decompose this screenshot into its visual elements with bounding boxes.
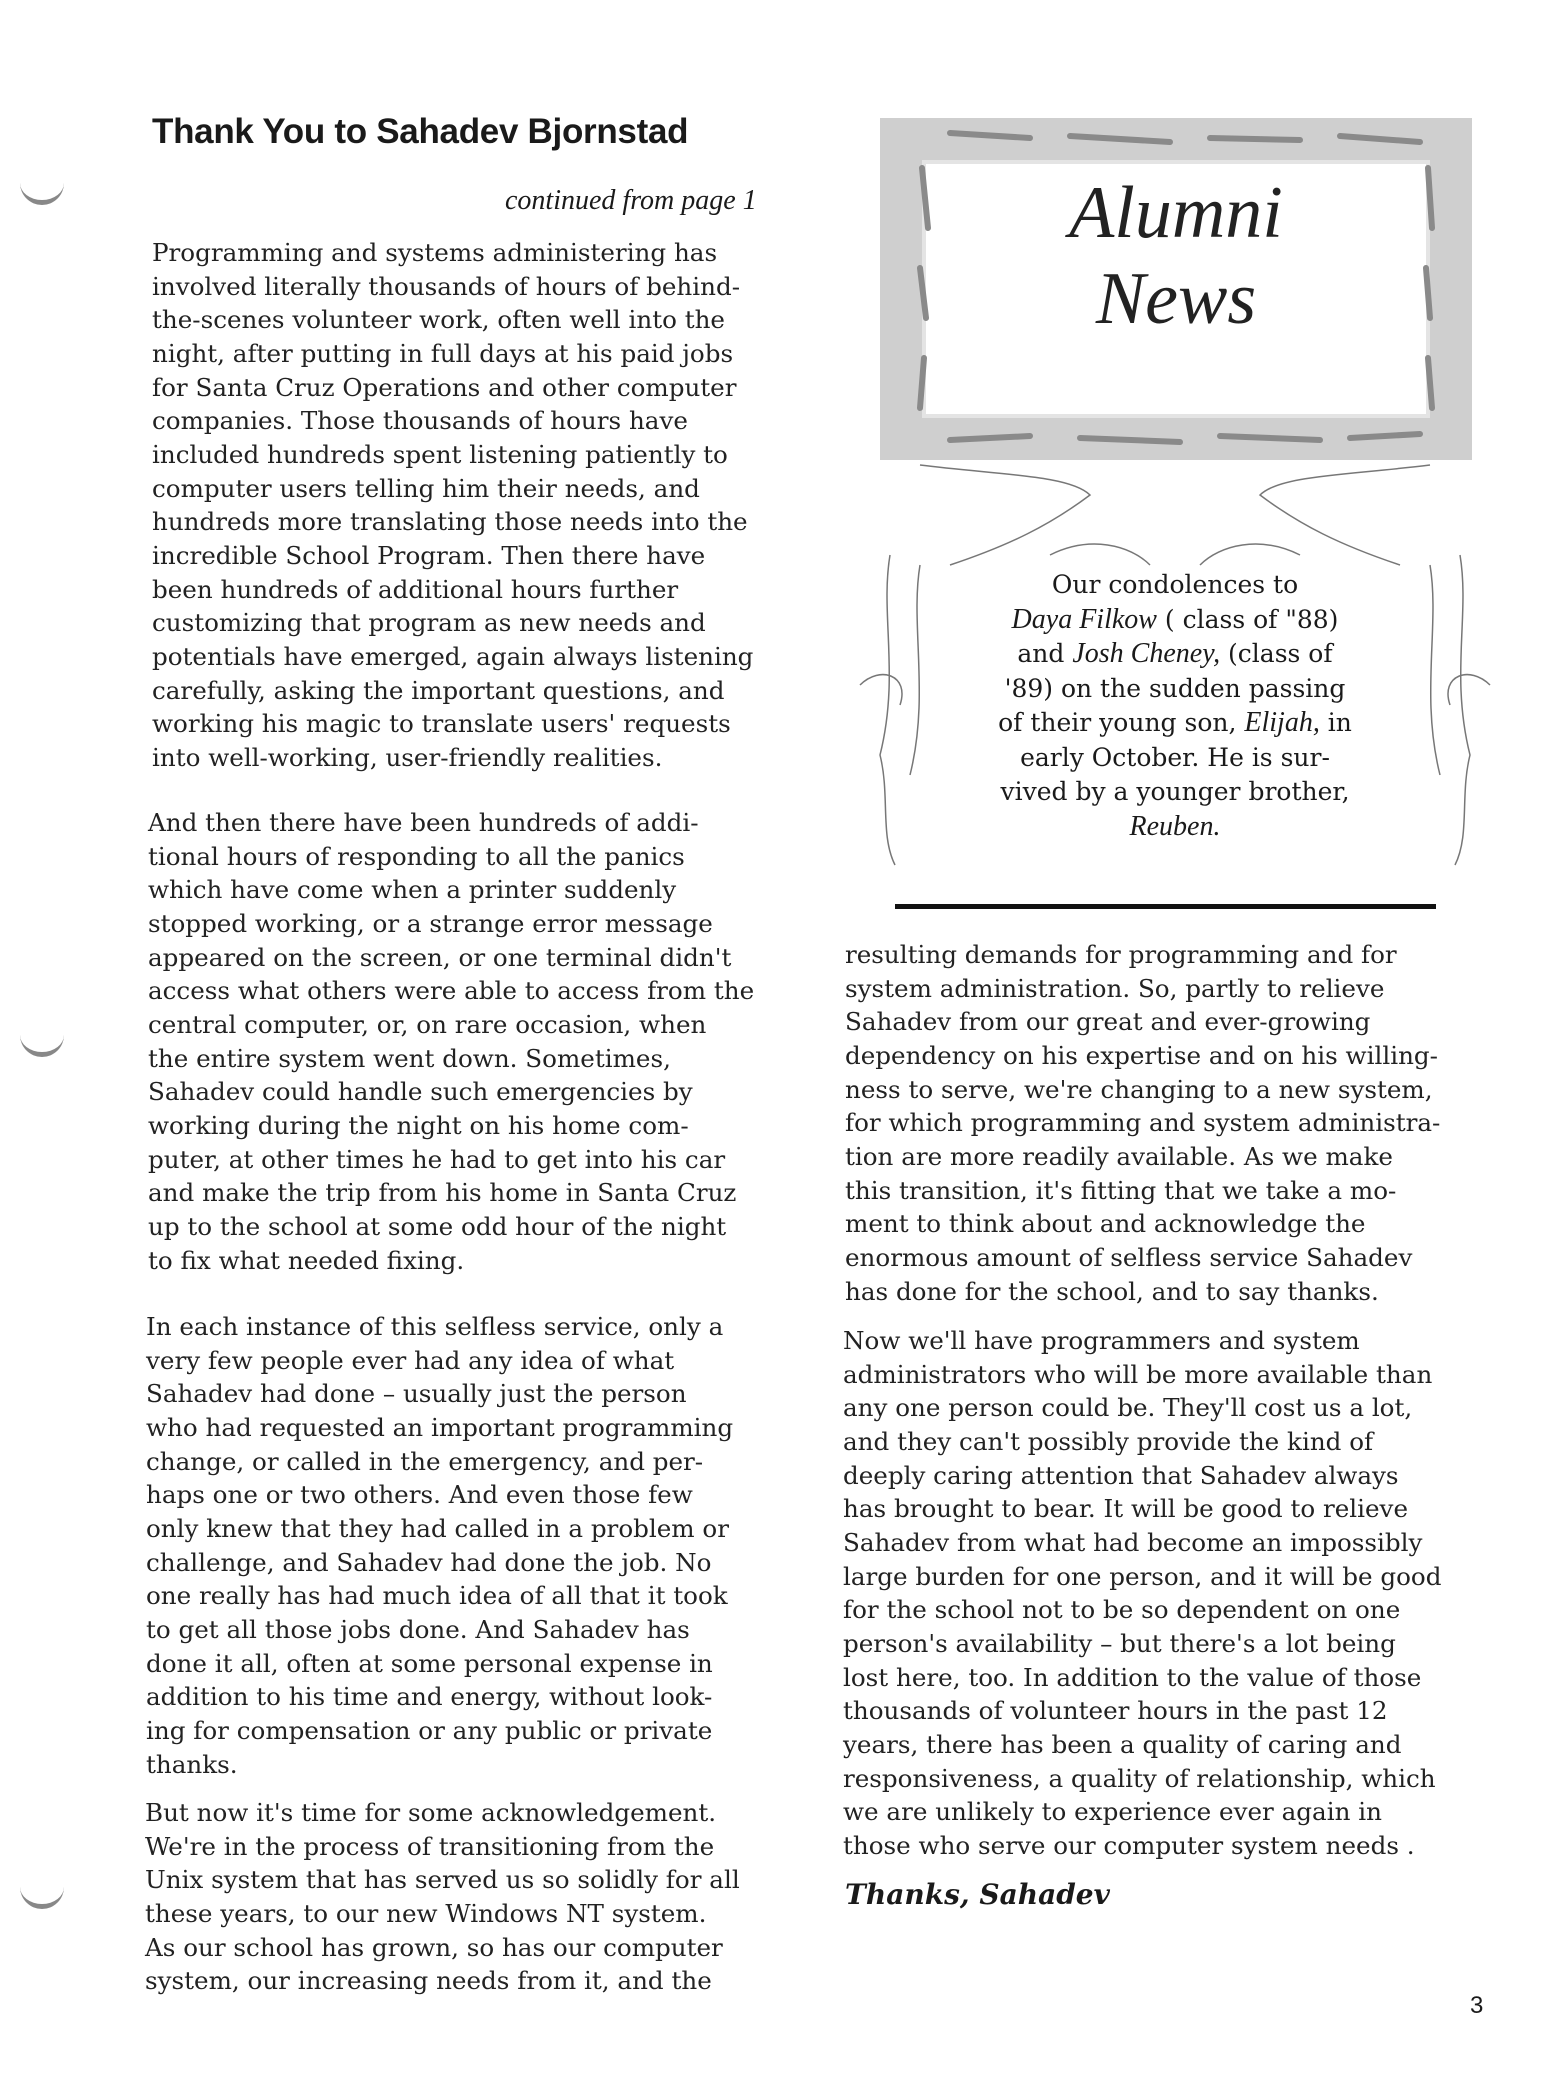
text-line: deeply caring attention that Sahadev always (843, 1460, 1399, 1490)
text-line: and they can't possibly provide the kind of (843, 1426, 1374, 1456)
text-line: incredible School Program. Then there have (152, 540, 706, 570)
binder-hole-mark (20, 1882, 64, 1909)
paragraph (843, 1324, 1441, 1863)
text-segment: ( class of "88) (1156, 604, 1339, 634)
text-line: challenge, and Sahadev had done the job. No (146, 1547, 712, 1577)
text-line: for Santa Cruz Operations and other computer (152, 372, 737, 402)
text-line: we are unlikely to experience ever again in (843, 1797, 1382, 1827)
text-line: been hundreds of additional hours further (152, 574, 679, 604)
condolence-line (900, 706, 1450, 741)
text-line: And then there have been hundreds of addi- (148, 808, 699, 837)
text-segment: vived by a younger brother, (1000, 777, 1350, 806)
text-line: companies. Those thousands of hours have (152, 406, 688, 436)
text-line: night, after putting in full days at his paid jobs (152, 338, 734, 368)
alumni-news-title (880, 170, 1472, 342)
text-line: to fix what needed fixing. (148, 1245, 465, 1275)
text-line: those who serve our computer system needs . (843, 1830, 1415, 1860)
text-line: to get all those jobs done. And Sahadev has (146, 1614, 690, 1644)
text-line: has done for the school, and to say thanks. (845, 1276, 1379, 1306)
person-name: Reuben. (1129, 810, 1221, 842)
text-segment: in (1319, 708, 1352, 737)
text-line: haps one or two others. And even those few (146, 1480, 693, 1510)
paragraph (145, 1796, 740, 1998)
text-line: and make the trip from his home in Santa Cruz (148, 1178, 737, 1208)
binder-hole-mark (20, 178, 64, 205)
text-line: involved literally thousands of hours of behind- (152, 271, 741, 301)
text-line: large burden for one person, and it will be good (843, 1561, 1442, 1591)
text-line: only knew that they had called in a problem or (146, 1513, 729, 1543)
text-line: for which programming and system administra- (845, 1108, 1441, 1138)
text-line: working his magic to translate users' requests (152, 709, 731, 739)
text-line: potentials have emerged, again always listening (152, 641, 754, 671)
condolence-line (900, 810, 1450, 845)
text-line: system administration. So, partly to relieve (845, 973, 1385, 1003)
text-segment: Our condolences to (1051, 570, 1299, 599)
person-name: Elijah, (1244, 707, 1320, 738)
text-line: Sahadev could handle such emergencies by (148, 1077, 693, 1107)
text-line: tional hours of responding to all the panics (148, 841, 685, 871)
text-line: addition to his time and energy, without look- (146, 1682, 713, 1712)
text-line: Sahadev had done – usually just the person (146, 1379, 687, 1409)
text-line: very few people ever had any idea of what (146, 1345, 675, 1375)
text-line: the-scenes volunteer work, often well into the (152, 305, 725, 335)
text-line: lost here, too. In addition to the value of those (843, 1662, 1422, 1692)
text-line: appeared on the screen, or one terminal didn't (148, 942, 732, 972)
text-line: done it all, often at some personal expense in (146, 1648, 713, 1678)
text-line: one really has had much idea of all that it took (146, 1581, 728, 1611)
text-line: Sahadev from our great and ever-growing (845, 1007, 1371, 1037)
person-name: Josh Cheney, (1072, 638, 1221, 669)
text-segment: '89) on the sudden passing (1004, 673, 1346, 703)
text-line: We're in the process of transitioning from the (145, 1831, 715, 1861)
text-line: who had requested an important programming (146, 1412, 734, 1442)
paragraph (148, 806, 754, 1277)
text-segment: early October. He is sur- (1020, 742, 1330, 772)
text-line: person's availability – but there's a lot being (843, 1628, 1396, 1658)
text-line: computer users telling him their needs, and (152, 473, 700, 503)
person-name: Daya Filkow (1011, 603, 1157, 635)
text-line: up to the school at some odd hour of the night (148, 1211, 727, 1241)
text-line: thanks. (146, 1749, 238, 1779)
text-line: stopped working, or a strange error message (148, 908, 713, 938)
condolence-line (900, 603, 1450, 638)
text-line: Programming and systems administering has (152, 238, 718, 267)
continued-note: continued from page 1 (505, 185, 757, 216)
condolence-line (900, 741, 1450, 776)
text-line: system, our increasing needs from it, and the (145, 1966, 712, 1996)
paragraph (845, 938, 1440, 1308)
text-segment: of their young son, (998, 708, 1245, 737)
paragraph (146, 1310, 733, 1781)
text-line: In each instance of this selfless service, only a (146, 1312, 724, 1341)
text-line: carefully, asking the important questions, and (152, 675, 725, 705)
text-line: administrators who will be more available than (843, 1359, 1433, 1389)
text-line: tion are more readily available. As we make (845, 1141, 1393, 1171)
title-line: News (1095, 258, 1257, 340)
paragraph (152, 236, 753, 775)
section-divider (895, 904, 1436, 909)
text-line: ness to serve, we're changing to a new system, (845, 1074, 1433, 1104)
text-line: Now we'll have programmers and system (843, 1326, 1360, 1355)
article-title: Thank You to Sahadev Bjornstad (152, 112, 689, 151)
page-number: 3 (1470, 1992, 1484, 2019)
condolence-line (900, 568, 1450, 603)
text-line: which have come when a printer suddenly (148, 875, 677, 905)
text-line: has brought to bear. It will be good to relieve (843, 1494, 1408, 1524)
text-line: resulting demands for programming and for (845, 940, 1397, 969)
text-line: access what others were able to access from the (148, 976, 755, 1006)
text-line: these years, to our new Windows NT system. (145, 1898, 707, 1928)
condolence-line (900, 672, 1450, 707)
text-line: this transition, it's fitting that we take a mo- (845, 1175, 1397, 1205)
text-line: puter, at other times he had to get into his car (148, 1144, 726, 1174)
condolence-line (900, 775, 1450, 810)
text-line: working during the night on his home com- (148, 1110, 689, 1140)
title-line: Alumni (1069, 172, 1283, 254)
text-line: central computer, or, on rare occasion, when (148, 1009, 707, 1039)
text-line: But now it's time for some acknowledgement. (145, 1798, 717, 1827)
text-line: included hundreds spent listening patiently to (152, 439, 728, 469)
binder-hole-mark (20, 1030, 64, 1057)
condolence-line (900, 637, 1450, 672)
signoff: Thanks, Sahadev (845, 1878, 1110, 1911)
text-line: ment to think about and acknowledge the (845, 1209, 1366, 1239)
text-line: thousands of volunteer hours in the past 12 (843, 1696, 1388, 1726)
text-line: for the school not to be so dependent on one (843, 1595, 1401, 1625)
text-line: change, or called in the emergency, and per- (146, 1446, 704, 1476)
text-line: customizing that program as new needs and (152, 608, 706, 638)
text-line: dependency on his expertise and on his willing- (845, 1040, 1438, 1070)
text-line: Unix system that has served us so solidly for all (145, 1865, 740, 1895)
text-line: hundreds more translating those needs into the (152, 507, 748, 537)
text-segment: and (1017, 639, 1073, 668)
text-line: enormous amount of selfless service Sahadev (845, 1242, 1413, 1272)
text-segment: (class of (1220, 639, 1333, 668)
text-line: ing for compensation or any public or private (146, 1715, 713, 1745)
text-line: responsiveness, a quality of relationship, which (843, 1763, 1436, 1793)
text-line: years, there has been a quality of caring and (843, 1729, 1402, 1759)
text-line: into well-working, user-friendly realities. (152, 742, 663, 772)
condolence-notice (900, 568, 1450, 844)
text-line: any one person could be. They'll cost us a lot, (843, 1393, 1413, 1423)
text-line: Sahadev from what had become an impossibly (843, 1527, 1423, 1557)
text-line: As our school has grown, so has our computer (145, 1932, 723, 1962)
text-line: the entire system went down. Sometimes, (148, 1043, 671, 1073)
